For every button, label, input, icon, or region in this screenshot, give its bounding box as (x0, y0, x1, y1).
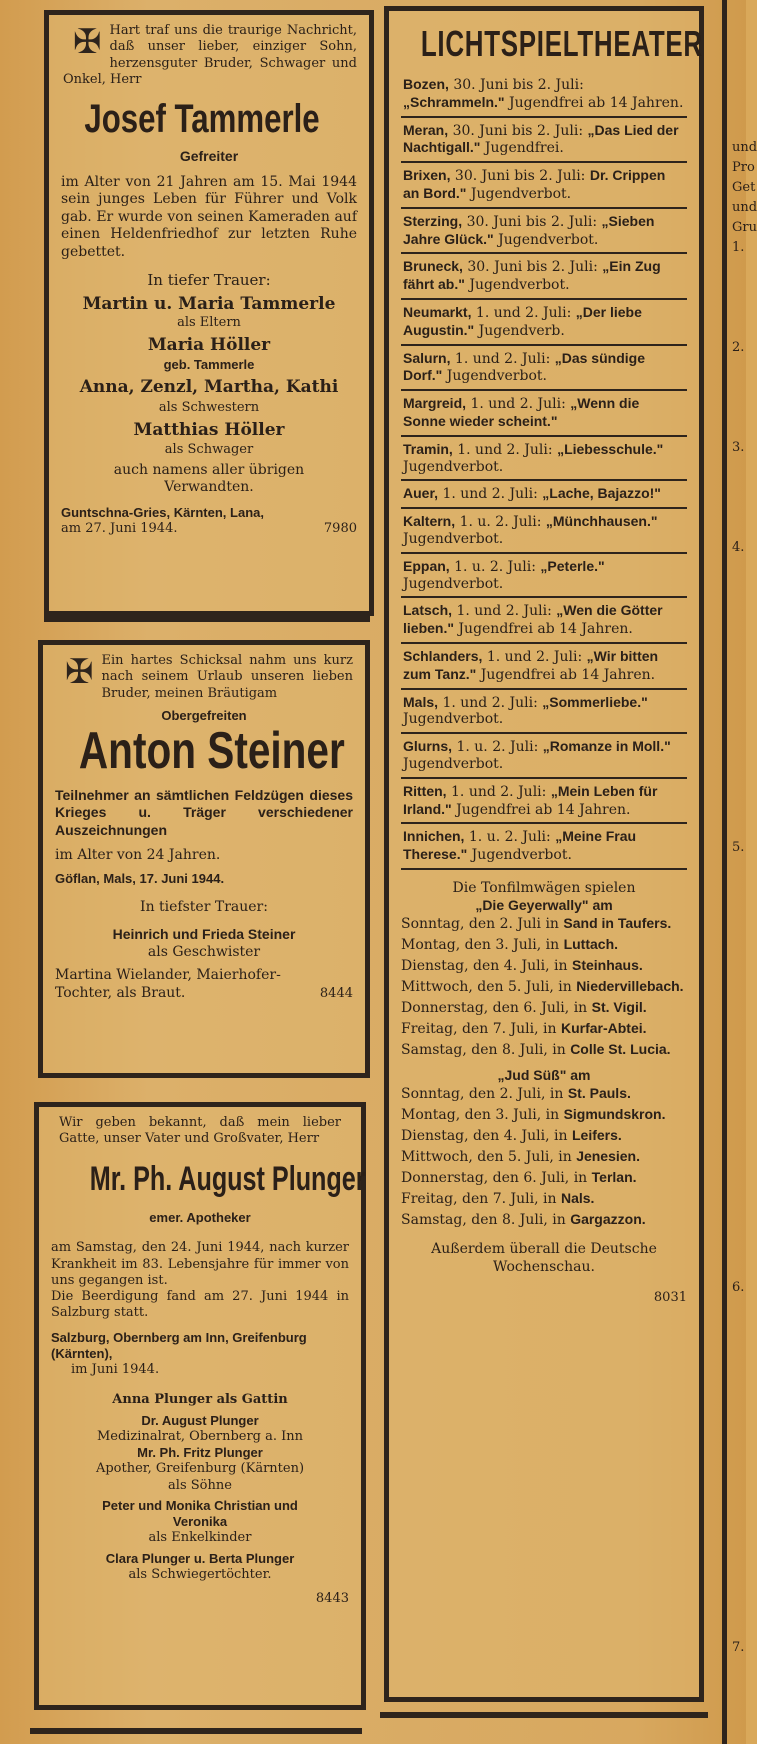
fragment-line (732, 900, 757, 920)
notice-body: im Alter von 21 Jahren am 15. Mai 1944 sein junges Leben für Führer und Volk gab. Er wurde von seinen Kameraden auf einen Heldenfriedhof zur letzten Ruhe gebettet. (61, 173, 357, 260)
fragment-line (732, 420, 757, 440)
family-names: Heinrich und Frieda Steiner (112, 926, 296, 943)
deceased-title: emer. Apotheker (149, 1210, 251, 1225)
cinema-entry (401, 644, 687, 690)
entry-place: Kaltern, (403, 513, 456, 530)
entry-dates: 1. und 2. Juli: (450, 350, 555, 367)
iron-cross-icon: ✠ (73, 22, 102, 62)
tour-stop (401, 1041, 687, 1059)
son-name: Mr. Ph. Fritz Plunger (137, 1445, 263, 1460)
fragment-line (732, 780, 757, 800)
tour-stop (401, 1169, 687, 1187)
fragment-line: und (732, 140, 757, 155)
entry-dates: 30. Juni bis 2. Juli: (448, 77, 584, 93)
notice-place: Göflan, Mals, 17. Juni 1944. (55, 870, 225, 886)
fragment-line (732, 1140, 757, 1160)
entry-place: Meran, (403, 121, 449, 138)
tour-date: Samstag, den 8. Juli, in (401, 1042, 571, 1059)
cinema-listings (384, 6, 704, 1702)
daughters-names: Clara Plunger u. Berta Plunger (105, 1550, 295, 1566)
fragment-line (732, 1220, 757, 1240)
entry-place: Mals, (403, 693, 439, 710)
cinema-entry (401, 554, 687, 599)
entry-rating: Jugendverbot. (467, 847, 572, 864)
divider-rule (30, 1728, 362, 1734)
mourner-role: geb. Tammerle (163, 356, 255, 372)
entry-film: „Wir bitten zum Tanz." (403, 647, 659, 682)
closing-line: auch namens aller übrigen Verwandten. (113, 461, 305, 496)
tour-date: Mittwoch, den 5. Juli, in (401, 1149, 577, 1166)
entry-dates: 30. Juni bis 2. Juli: (448, 122, 588, 139)
entry-film: „Meine Frau Therese." (403, 828, 637, 863)
entry-film: „Liebesschule." (557, 440, 664, 457)
fragment-line (732, 1180, 757, 1200)
notice-intro: Ein hartes Schicksal nahm uns kurz nach seinem Urlaub unseren lieben Bruder, meinen Bräutigam (101, 653, 353, 701)
fragment-line (732, 1460, 757, 1480)
mourning-heading: In tiefster Trauer: (140, 898, 268, 915)
mourner-name: Anna, Zenzl, Martha, Kathi (79, 376, 339, 397)
fragment-line (732, 1560, 757, 1580)
fragment-line (732, 1440, 757, 1460)
entry-place: Ritten, (403, 782, 447, 799)
tour-place: Luttach. (563, 935, 619, 952)
fragment-line (732, 1340, 757, 1360)
entry-rating: Jugendfrei. (480, 140, 564, 157)
entry-dates: 30. Juni bis 2. Juli: (450, 168, 590, 185)
fragment-line (732, 1360, 757, 1380)
tour-date: Donnerstag, den 6. Juli, in (401, 1170, 592, 1187)
fragment-line (732, 1100, 757, 1120)
entry-rating: Jugendverb. (474, 322, 565, 339)
cinema-entry (401, 118, 687, 164)
wife-line: Anna Plunger als Gattin (112, 1392, 288, 1408)
fragment-line (732, 700, 757, 720)
tour-date: Freitag, den 7. Juli, in (401, 1021, 561, 1038)
fragment-line (732, 760, 757, 780)
notice-number: 8444 (319, 986, 353, 1002)
entry-dates: 1. und 2. Juli: (438, 486, 543, 503)
tour-date: Dienstag, den 4. Juli, in (401, 958, 572, 975)
fragment-line (732, 720, 757, 740)
fragment-line (732, 1620, 757, 1640)
notice-number: 7980 (323, 521, 357, 536)
entry-rating: Jugendverbot. (403, 530, 504, 547)
entry-rating: Jugendverbot. (466, 185, 572, 202)
fragment-line: 3. (732, 440, 745, 455)
cinema-entries (401, 72, 687, 870)
entry-place: Bozen, (403, 76, 449, 92)
cinema-entry (401, 391, 687, 437)
fragment-line (732, 620, 757, 640)
fragment-line (732, 580, 757, 600)
notice-place: Guntschna-Gries, Kärnten, Lana, (61, 504, 264, 520)
fragment-line (732, 1300, 757, 1320)
fragment-line (732, 520, 757, 540)
divider-rule (44, 612, 370, 622)
deceased-rank: Obergefreiten (161, 707, 247, 723)
fragment-line (732, 1000, 757, 1020)
fragment-line (732, 260, 757, 280)
entry-place: Glurns, (403, 738, 453, 755)
tour-stop (401, 1148, 687, 1166)
tour-date: Samstag, den 8. Juli, in (401, 1212, 571, 1229)
entry-dates: 1. u. 2. Juli: (452, 739, 543, 756)
fragment-line (732, 1160, 757, 1180)
tour-date: Sonntag, den 2. Juli in (401, 915, 564, 932)
entry-rating: Jugendfrei ab 14 Jahren. (504, 94, 684, 111)
notice-date: am 27. Juni 1944. (61, 521, 178, 536)
fragment-line: und (732, 200, 757, 215)
tour-list (401, 1085, 687, 1230)
fragment-line (732, 1200, 757, 1220)
fragment-line (732, 380, 757, 400)
entry-film: „Wen die Götter lieben." (403, 602, 663, 637)
entry-place: Sterzing, (403, 212, 463, 229)
tour-intro: Die Tonfilmwägen spielen (452, 879, 636, 896)
fragment-line (732, 800, 757, 820)
notice-places: Salzburg, Obernberg am Inn, Greifenburg (Kärnten), (51, 1329, 307, 1361)
notice-intro: Hart traf uns die traurige Nachricht, daß unser lieber, einziger Sohn, herzensguter Bruder, Schwager und Onkel, Herr (63, 23, 357, 87)
tour-place: Colle St. Lucia. (570, 1041, 671, 1058)
entry-place: Brixen, (403, 167, 451, 184)
tour-place: St. Pauls. (567, 1084, 631, 1101)
mourner-list (61, 294, 357, 497)
bride-text: Martina Wielander, Maierhofer-Tochter, als Braut. (55, 967, 281, 1001)
entry-rating: Jugendverbot. (442, 368, 547, 385)
notice-body: am Samstag, den 24. Juni 1944, nach kurzer Krankheit im 83. Lebensjahre für immer von uns gegangen ist. (51, 1240, 349, 1288)
mourner-role: als Schwestern (158, 400, 260, 415)
entry-rating: Jugendverbot. (464, 277, 570, 294)
grandchildren-names: Peter und Monika Christian und Veronika (102, 1497, 298, 1529)
fragment-line (732, 1080, 757, 1100)
tour-place: Terlan. (591, 1169, 637, 1186)
tour-place: Jenesien. (576, 1148, 641, 1165)
fragment-line (732, 1420, 757, 1440)
grandchildren-label: als Enkelkinder (148, 1530, 252, 1546)
tour-place: St. Vigil. (591, 999, 647, 1016)
fragment-line: 4. (732, 540, 745, 555)
fragment-line (732, 1500, 757, 1520)
entry-film: „Peterle." (540, 557, 605, 574)
entry-place: Margreid, (403, 395, 467, 412)
entry-dates: 30. Juni bis 2. Juli: (462, 213, 602, 230)
entry-rating: Jugendverbot. (403, 575, 504, 592)
tour-place: Sand in Taufers. (563, 914, 672, 931)
fragment-line (732, 1600, 757, 1620)
fragment-line (732, 1240, 757, 1260)
column-rule (722, 0, 727, 1744)
fragment-line (732, 640, 757, 660)
fragment-line (732, 480, 757, 500)
fragment-line (732, 600, 757, 620)
entry-dates: 1. und 2. Juli: (482, 648, 587, 665)
fragment-line: Get (732, 180, 756, 195)
tour-place: Niedervillebach. (576, 978, 684, 995)
fragment-line (732, 920, 757, 940)
fragment-line (732, 1380, 757, 1400)
death-notice-tammerle (44, 10, 374, 616)
fragment-line (732, 1400, 757, 1420)
cinema-entry (401, 163, 687, 209)
entry-rating: Jugendverbot. (403, 711, 504, 728)
adjacent-column-fragment (718, 0, 757, 1744)
fragment-line (732, 1480, 757, 1500)
age-text: im Alter von 24 Jahren. (55, 847, 221, 864)
tour-place: Sigmundskron. (563, 1106, 666, 1123)
deceased-name: Anton Steiner (78, 722, 345, 780)
entry-place: Auer, (403, 485, 439, 502)
fragment-line (732, 1120, 757, 1140)
fragment-line: 6. (732, 1280, 745, 1295)
tour-stop (401, 999, 687, 1017)
fragment-line (732, 880, 757, 900)
divider-rule (380, 1712, 708, 1718)
entry-film: „Wenn die Sonne wieder scheint." (403, 395, 640, 429)
tour-date: Montag, den 3. Juli, in (401, 1107, 564, 1124)
entry-place: Latsch, (403, 602, 453, 619)
fragment-line (732, 740, 757, 760)
son-name: Dr. August Plunger (141, 1412, 259, 1428)
entry-film: „Schrammeln." (403, 93, 505, 110)
son-role: Medizinalrat, Obernberg a. Inn (96, 1428, 304, 1444)
entry-dates: 1. und 2. Juli: (466, 396, 571, 413)
iron-cross-icon: ✠ (65, 652, 94, 692)
tour-stop (401, 1211, 687, 1229)
entry-place: Bruneck, (403, 258, 463, 275)
mourner-name: Martin u. Maria Tammerle (82, 293, 336, 314)
fragment-line (732, 300, 757, 320)
notice-number: 8443 (315, 1591, 349, 1606)
entry-place: Salurn, (403, 349, 451, 366)
fragment-line (732, 1580, 757, 1600)
fragment-line (732, 1020, 757, 1040)
fragment-line (732, 960, 757, 980)
cinema-entry (401, 824, 687, 870)
tour-place: Kurfar-Abtei. (560, 1020, 647, 1037)
tour-date: Dienstag, den 4. Juli, in (401, 1128, 572, 1145)
fragment-line: Pro (732, 160, 755, 175)
fragment-line (732, 460, 757, 480)
tour-film-title: „Jud Süß" am (497, 1067, 591, 1084)
tour-place: Nals. (560, 1190, 595, 1207)
entry-dates: 1. u. 2. Juli: (464, 829, 556, 846)
mourner-role: als Schwager (164, 441, 254, 457)
cinema-entry (401, 481, 687, 509)
entry-dates: 1. u. 2. Juli: (449, 558, 541, 575)
entry-place: Tramin, (403, 440, 453, 457)
entry-rating: Jugendfrei ab 14 Jahren. (451, 801, 631, 818)
death-notice-steiner (38, 640, 370, 1078)
entry-rating: Jugendverbot. (403, 755, 504, 772)
entry-dates: 1. und 2. Juli: (452, 603, 557, 620)
tour-stop (401, 1020, 687, 1038)
notice-number: 8031 (653, 1290, 687, 1306)
cinema-entry (401, 437, 687, 482)
tour-stop (401, 978, 687, 996)
entry-place: Innichen, (403, 828, 465, 845)
fragment-line: 1. (732, 240, 745, 255)
fragment-line (732, 560, 757, 580)
entry-place: Eppan, (403, 557, 450, 574)
deceased-rank: Gefreiter (179, 148, 239, 164)
fragment-line: 7. (732, 1640, 745, 1655)
mourner-name: Maria Höller (147, 335, 271, 356)
death-notice-plunger (34, 1102, 366, 1710)
tour-place: Steinhaus. (571, 957, 643, 974)
entry-film: „Romanze in Moll." (542, 738, 671, 755)
cinema-entry (401, 509, 687, 554)
fragment-line (732, 1520, 757, 1540)
tour-date: Freitag, den 7. Juli, in (401, 1191, 561, 1208)
cinema-entry (401, 254, 687, 300)
entry-film: Dr. Crippen an Bord." (403, 167, 666, 201)
daughters-label: als Schwiegertöchter. (128, 1566, 272, 1582)
tour-place: Leifers. (571, 1127, 622, 1144)
cinema-entry (401, 72, 687, 118)
entry-dates: 1. und 2. Juli: (452, 441, 558, 458)
entry-film: „Münchhausen." (545, 513, 658, 530)
entry-film: „Sommerliebe." (542, 693, 648, 710)
entry-film: „Ein Zug fährt ab." (403, 258, 661, 293)
tour-list (401, 915, 687, 1060)
honors-text: Teilnehmer an sämtlichen Feldzügen dieses Krieges u. Träger verschiedener Auszeichnungen (55, 786, 353, 838)
tour-stop (401, 1106, 687, 1124)
fragment-line (732, 500, 757, 520)
mourner-role: als Eltern (177, 315, 241, 330)
entry-film: „Das sündige Dorf." (403, 349, 645, 384)
mourning-heading: In tiefer Trauer: (147, 271, 271, 289)
cinema-entry (401, 690, 687, 735)
entry-film: „Lache, Bajazzo!" (542, 485, 661, 502)
newsreel-note: Außerdem überall die Deutsche Wochenschau. (431, 1241, 657, 1275)
entry-rating: Jugendverbot. (493, 231, 599, 248)
fragment-line: 2. (732, 340, 745, 355)
tour-date: Montag, den 3. Juli, in (401, 936, 564, 953)
cinema-entry (401, 346, 687, 392)
entry-rating: Jugendverbot. (403, 458, 504, 475)
entry-place: Schlanders, (403, 647, 483, 664)
fragment-line (732, 280, 757, 300)
entry-rating: Jugendfrei ab 14 Jahren. (453, 621, 633, 638)
entry-film: „Der liebe Augustin." (403, 303, 642, 338)
tour-stop (401, 936, 687, 954)
fragment-line (732, 980, 757, 1000)
entry-dates: 1. und 2. Juli: (438, 694, 543, 711)
tour-stop (401, 915, 687, 933)
entry-rating: Jugendfrei ab 14 Jahren. (476, 666, 656, 683)
cinema-title: LICHTSPIELTHEATER (420, 23, 703, 64)
fragment-line (732, 1060, 757, 1080)
deceased-name: Josef Tammerle (84, 97, 320, 141)
fragment-line (732, 660, 757, 680)
cinema-entry (401, 779, 687, 825)
fragment-line (732, 1320, 757, 1340)
fragment-line (732, 360, 757, 380)
notice-intro: Wir geben bekannt, daß mein lieber Gatte, unser Vater und Großvater, Herr (59, 1115, 341, 1147)
fragment-line (732, 680, 757, 700)
funeral-text: Die Beerdigung fand am 27. Juni 1944 in Salzburg statt. (51, 1289, 349, 1321)
fragment-line (732, 1040, 757, 1060)
tour-date: Mittwoch, den 5. Juli, in (401, 979, 577, 996)
sons-label: als Söhne (168, 1477, 232, 1493)
cinema-entry (401, 598, 687, 644)
entry-film: „Mein Leben für Irland." (403, 782, 658, 817)
cinema-entry (401, 734, 687, 779)
entry-dates: 1. und 2. Juli: (446, 783, 551, 800)
tour-date: Donnerstag, den 6. Juli, in (401, 1000, 592, 1017)
tour-stop (401, 1127, 687, 1145)
tour-stop (401, 957, 687, 975)
fragment-line (732, 400, 757, 420)
entry-place: Neumarkt, (403, 303, 472, 320)
tour-film-title: „Die Geyerwally" am (475, 897, 613, 914)
entry-film: „Das Lied der Nachtigall." (403, 121, 679, 156)
tour-place: Gargazzon. (570, 1211, 646, 1228)
mourner-name: Matthias Höller (133, 420, 285, 441)
fragment-line (732, 320, 757, 340)
fragment-line (732, 1540, 757, 1560)
fragment-line (732, 1260, 757, 1280)
family-role: als Geschwister (147, 943, 261, 960)
fragment-line (732, 860, 757, 880)
tour-stop (401, 1190, 687, 1208)
entry-dates: 30. Juni bis 2. Juli: (462, 259, 603, 276)
deceased-name: Mr. Ph. August Plunger (89, 1159, 366, 1198)
notice-month: im Juni 1944. (71, 1362, 160, 1377)
fragment-line: Gru (732, 220, 757, 235)
entry-dates: 1. und 2. Juli: (471, 304, 576, 321)
fragment-line (732, 940, 757, 960)
entry-film: „Sieben Jahre Glück." (403, 212, 655, 247)
fragment-line: 5. (732, 840, 745, 855)
cinema-entry (401, 209, 687, 255)
tour-date: Sonntag, den 2. Juli, in (401, 1085, 568, 1102)
son-role: Apother, Greifenburg (Kärnten) (95, 1461, 305, 1477)
tour-stop (401, 1085, 687, 1103)
fragment-line (732, 820, 757, 840)
cinema-entry (401, 300, 687, 346)
entry-dates: 1. u. 2. Juli: (455, 514, 546, 531)
